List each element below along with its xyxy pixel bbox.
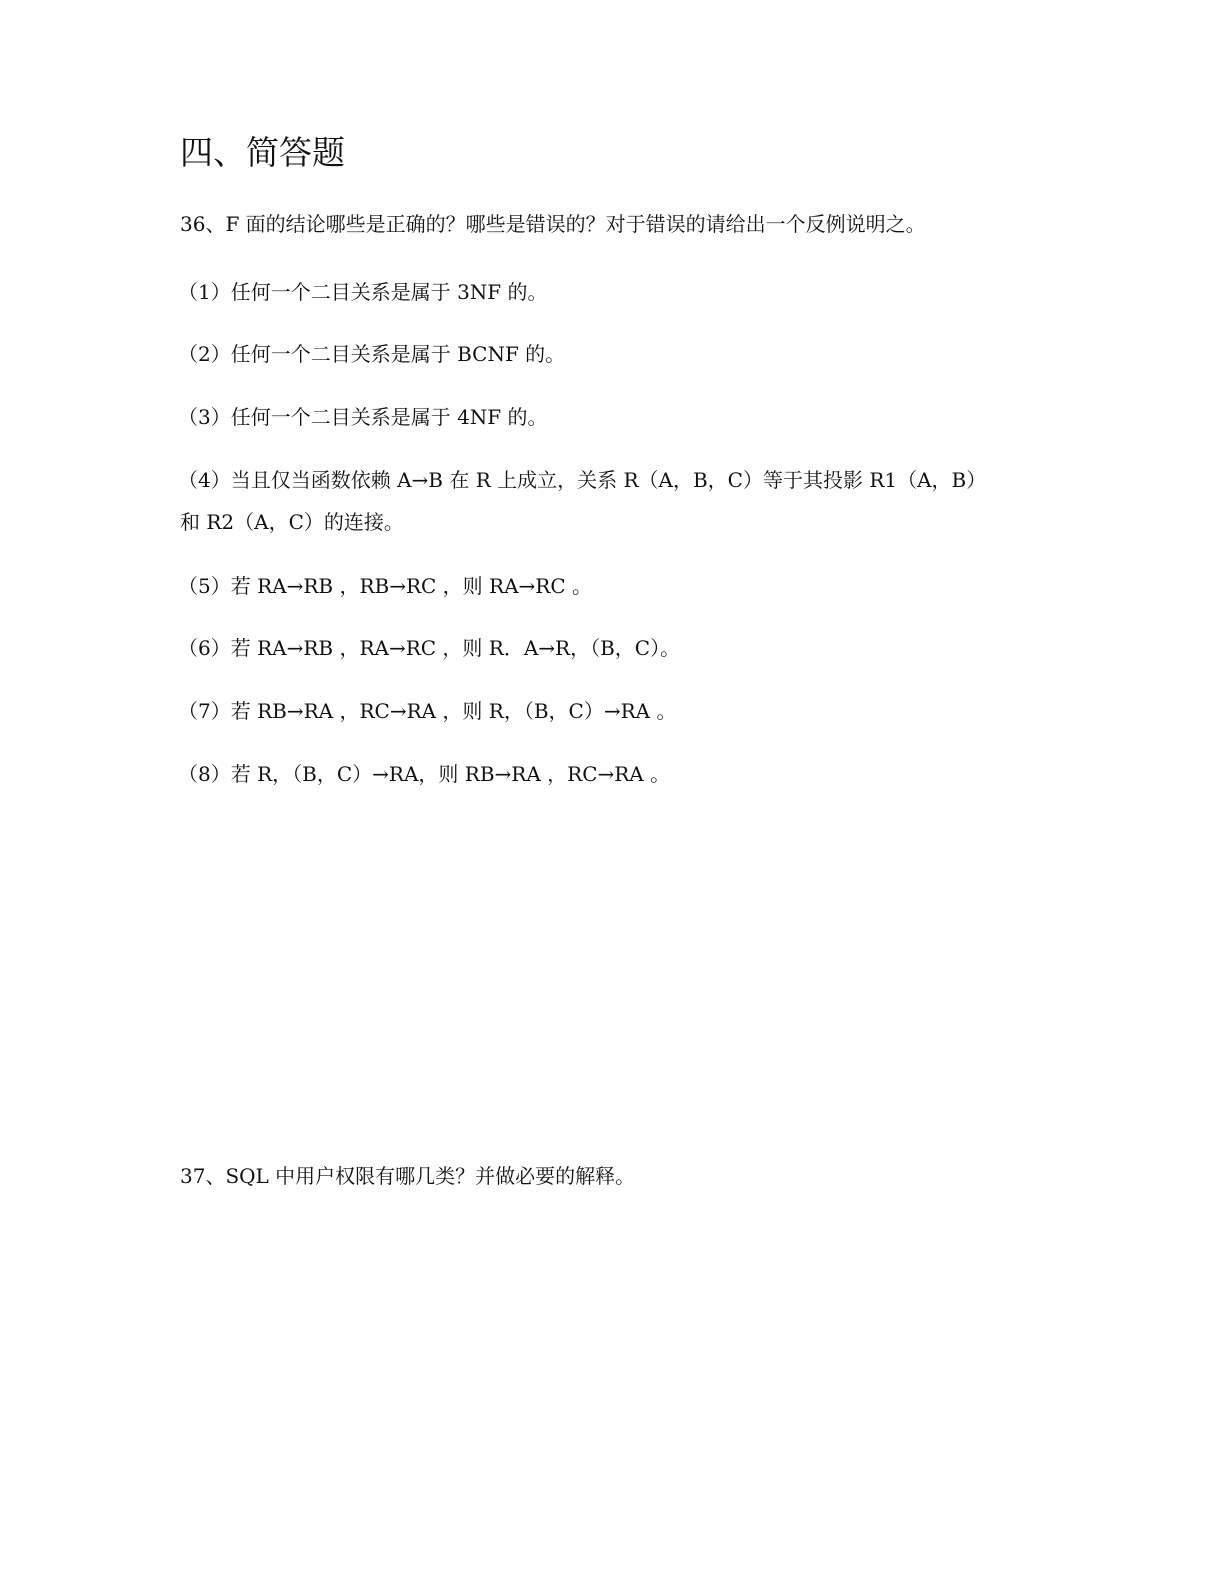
question-36-item-1: （1）任何一个二目关系是属于 3NF 的。: [178, 280, 548, 304]
question-36-item-7: （7）若 RB→RA ，RC→RA ，则 R，（B，C）→RA 。: [178, 699, 677, 723]
question-36-item-3: （3）任何一个二目关系是属于 4NF 的。: [178, 405, 548, 429]
question-36-prompt: 36、F 面的结论哪些是正确的？哪些是错误的？对于错误的请给出一个反例说明之。: [180, 212, 926, 236]
question-36-item-4: （4）当且仅当函数依赖 A→B 在 R 上成立，关系 R（A，B，C）等于其投影 R1（A，B）: [178, 468, 987, 492]
question-36-item-4-continued: 和 R2（A，C）的连接。: [180, 510, 404, 534]
section-title: 四、简答题: [180, 133, 345, 172]
question-36-item-5: （5）若 RA→RB ，RB→RC ，则 RA→RC 。: [178, 574, 593, 598]
question-36-item-2: （2）任何一个二目关系是属于 BCNF 的。: [178, 342, 566, 366]
question-37-prompt: 37、SQL 中用户权限有哪几类？并做必要的解释。: [180, 1164, 636, 1188]
question-36-item-8: （8）若 R，（B，C）→RA，则 RB→RA ，RC→RA 。: [178, 762, 671, 786]
question-36-item-6: （6）若 RA→RB ，RA→RC ，则 R．A→R，（B，C）。: [178, 636, 681, 660]
